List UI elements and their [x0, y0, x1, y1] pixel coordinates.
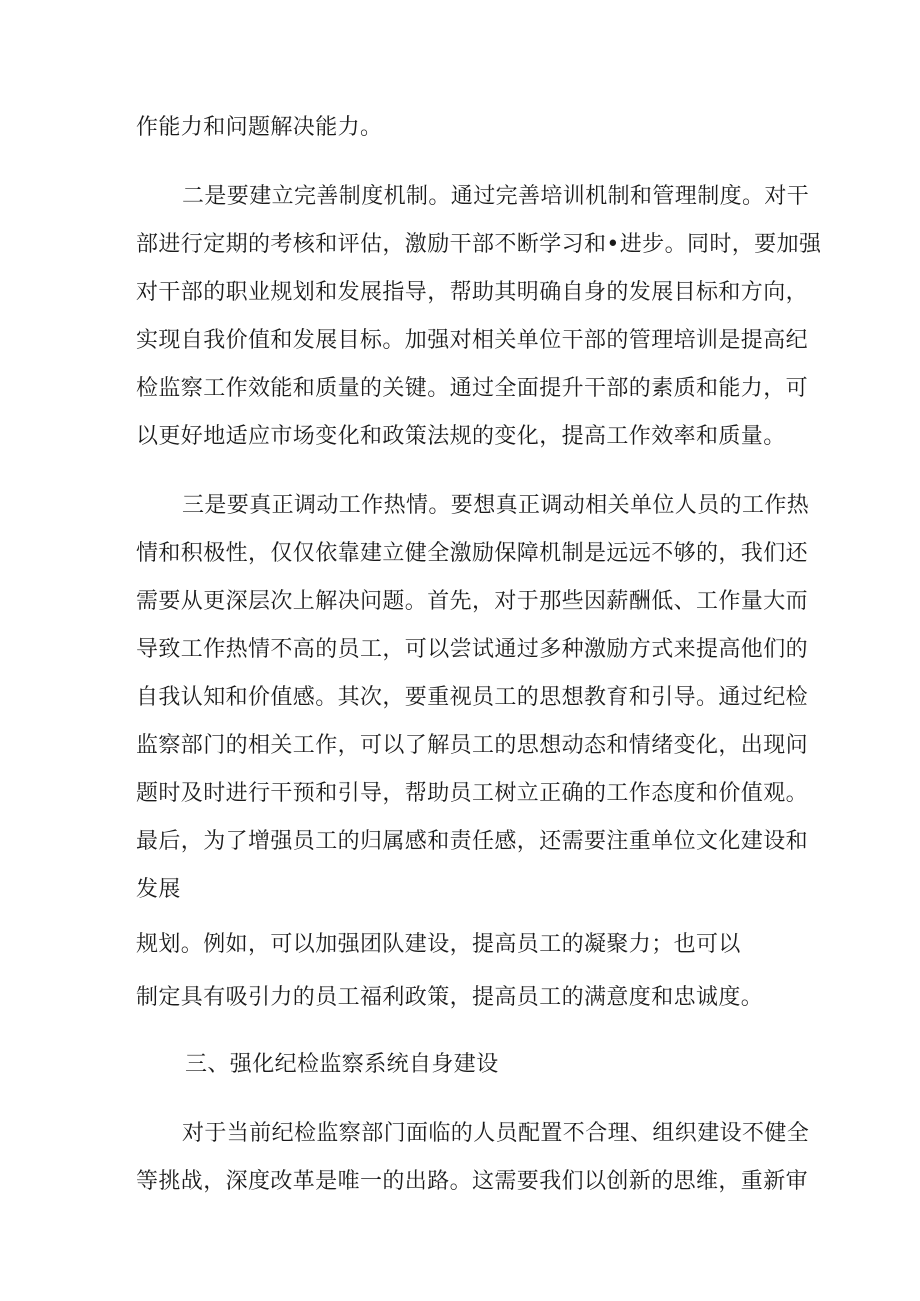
paragraph-line: 自我认知和价值感。其次，要重视员工的思想教育和引导。通过纪检 — [136, 685, 809, 710]
paragraph-line: 二是要建立完善制度机制。通过完善培训机制和管理制度。对干 — [182, 184, 810, 209]
paragraph-line: 以更好地适应市场变化和政策法规的变化，提高工作效率和质量。 — [136, 424, 786, 449]
paragraph-line: 等挑战，深度改革是唯一的出路。这需要我们以创新的思维，重新审 — [136, 1169, 809, 1194]
paragraph-line: 三是要真正调动工作热情。要想真正调动相关单位人员的工作热 — [182, 493, 810, 518]
paragraph-line: 部进行定期的考核和评估，激励干部不断学习和•进步。同时，要加强 — [136, 232, 822, 257]
section-heading: 三、强化纪检监察系统自身建设 — [185, 1052, 499, 1077]
paragraph-line: 对于当前纪检监察部门面临的人员配置不合理、组织建设不健全 — [182, 1121, 810, 1146]
paragraph-line: 实现自我价值和发展目标。加强对相关单位干部的管理培训是提高纪 — [136, 328, 809, 353]
paragraph-line: 发展 — [136, 877, 181, 902]
paragraph-line: 作能力和问题解决能力。 — [136, 115, 383, 140]
paragraph-line: 对干部的职业规划和发展指导，帮助其明确自身的发展目标和方向， — [136, 280, 809, 305]
paragraph-line: 规划。例如，可以加强团队建设，提高员工的凝聚力；也可以 — [136, 932, 741, 957]
paragraph-line: 监察部门的相关工作，可以了解员工的思想动态和情绪变化，出现问 — [136, 733, 809, 758]
paragraph-line: 情和积极性，仅仅依靠建立健全激励保障机制是远远不够的，我们还 — [136, 541, 809, 566]
paragraph-line: 检监察工作效能和质量的关键。通过全面提升干部的素质和能力，可 — [136, 376, 809, 401]
paragraph-line: 制定具有吸引力的员工福利政策，提高员工的满意度和忠诚度。 — [136, 985, 764, 1010]
paragraph-line: 题时及时进行干预和引导，帮助员工树立正确的工作态度和价值观。 — [136, 781, 809, 806]
paragraph-line: 需要从更深层次上解决问题。首先，对于那些因薪酬低、工作量大而 — [136, 589, 809, 614]
paragraph-line: 导致工作热情不高的员工，可以尝试通过多种激励方式来提高他们的 — [136, 637, 809, 662]
paragraph-line: 最后，为了增强员工的归属感和责任感，还需要注重单位文化建设和 — [136, 829, 809, 854]
